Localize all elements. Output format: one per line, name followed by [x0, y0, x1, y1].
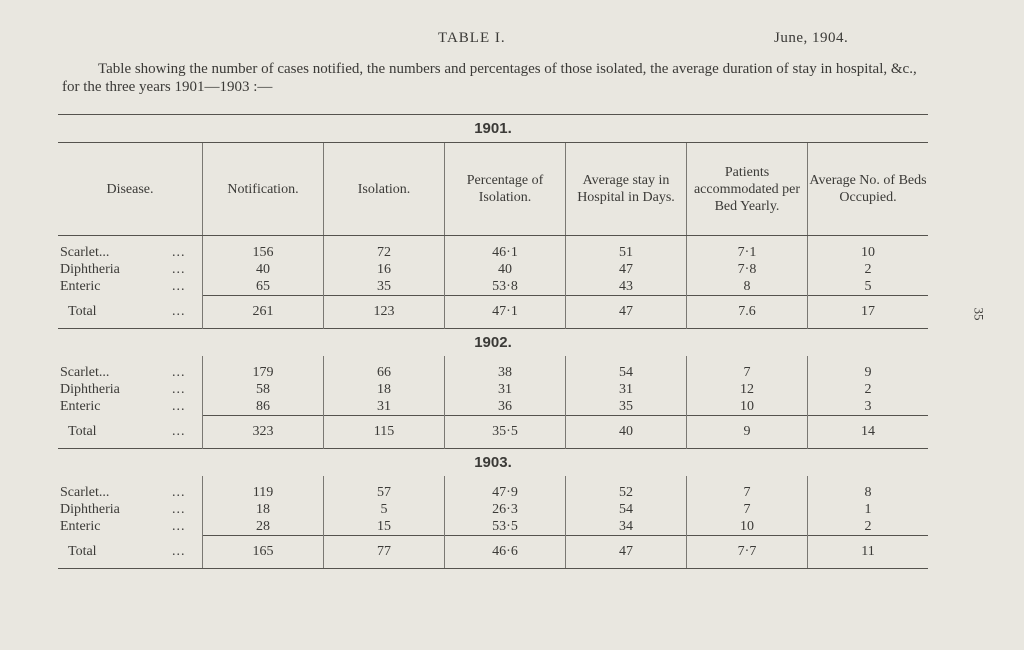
column-header-average-beds: Average No. of Beds Occupied. — [808, 143, 929, 236]
cell-notification: 58 — [203, 381, 324, 398]
cell-average-beds: 10 — [808, 236, 929, 262]
leader-dots: ... — [172, 303, 186, 319]
year-row — [58, 115, 928, 143]
cell-average-beds: 3 — [808, 398, 929, 416]
total-percentage-isolation: 47·1 — [445, 296, 566, 329]
cell-notification: 65 — [203, 278, 324, 296]
total-patients-per-bed: 9 — [687, 416, 808, 449]
cell-percentage-isolation: 53·5 — [445, 518, 566, 536]
total-isolation: 115 — [324, 416, 445, 449]
cell-percentage-isolation: 40 — [445, 261, 566, 278]
cell-average-beds: 2 — [808, 518, 929, 536]
cell-percentage-isolation: 31 — [445, 381, 566, 398]
total-patients-per-bed: 7·7 — [687, 536, 808, 569]
page-number: 35 — [971, 307, 987, 321]
cell-average-stay: 34 — [566, 518, 687, 536]
total-row — [58, 296, 928, 329]
leader-dots: ... — [172, 364, 186, 380]
cell-patients-per-bed: 7 — [687, 501, 808, 518]
year-label: 1902. — [58, 329, 928, 357]
total-average-beds: 14 — [808, 416, 929, 449]
leader-dots: ... — [172, 536, 203, 569]
total-notification: 323 — [203, 416, 324, 449]
date: June, 1904. — [774, 30, 849, 46]
cell-average-beds: 2 — [808, 381, 929, 398]
total-disease: Total — [58, 536, 172, 569]
cell-patients-per-bed: 10 — [687, 398, 808, 416]
year-row — [58, 329, 928, 357]
cell-average-beds: 1 — [808, 501, 929, 518]
column-header-percentage-isolation: Percentage of Isolation. — [445, 143, 566, 236]
cell-notification: 18 — [203, 501, 324, 518]
leader-dots: ... — [172, 381, 186, 397]
cell-disease: Enteric — [60, 518, 101, 534]
cell-isolation: 66 — [324, 356, 445, 381]
leader-dots: ... — [172, 423, 186, 439]
total-average-stay: 40 — [566, 416, 687, 449]
table-row — [58, 518, 928, 536]
total-average-stay: 47 — [566, 536, 687, 569]
table-row — [58, 501, 928, 518]
table-title: TABLE I. — [438, 30, 506, 46]
cell-average-stay: 31 — [566, 381, 687, 398]
leader-dots: ... — [172, 484, 186, 500]
cell-percentage-isolation: 26·3 — [445, 501, 566, 518]
table-row — [58, 278, 928, 296]
total-isolation: 123 — [324, 296, 445, 329]
total-disease: Total — [68, 303, 97, 319]
cell-patients-per-bed: 10 — [687, 518, 808, 536]
cell-disease: Diphtheria — [60, 381, 120, 397]
cell-isolation: 5 — [324, 501, 445, 518]
cell-patients-per-bed: 7 — [687, 356, 808, 381]
cell-average-stay: 54 — [566, 356, 687, 381]
year-row — [58, 449, 928, 477]
cell-disease: Scarlet... — [60, 484, 110, 500]
cell-average-stay: 54 — [566, 501, 687, 518]
cell-disease: Diphtheria — [60, 261, 120, 277]
cell-average-stay: 51 — [566, 236, 687, 262]
table-row — [58, 476, 928, 501]
total-row — [58, 536, 928, 569]
total-row — [58, 416, 928, 449]
statistics-table — [58, 114, 928, 569]
cell-notification: 28 — [203, 518, 324, 536]
cell-patients-per-bed: 7·8 — [687, 261, 808, 278]
cell-patients-per-bed: 7·1 — [687, 236, 808, 262]
cell-isolation: 35 — [324, 278, 445, 296]
cell-isolation: 72 — [324, 236, 445, 262]
leader-dots: ... — [172, 501, 186, 517]
cell-disease: Scarlet... — [60, 244, 110, 260]
table-row — [58, 261, 928, 278]
leader-dots: ... — [172, 518, 186, 534]
cell-isolation: 16 — [324, 261, 445, 278]
cell-disease: Enteric — [60, 398, 101, 414]
cell-isolation: 31 — [324, 398, 445, 416]
caption: Table showing the number of cases notified, the numbers and percentages of those isolated, the average duration of stay in hospital, &c., for the three years 1901—1903 :— — [62, 61, 917, 95]
year-label: 1903. — [58, 449, 928, 477]
total-disease: Total — [68, 423, 97, 439]
cell-disease: Scarlet... — [60, 364, 110, 380]
column-header-isolation: Isolation. — [324, 143, 445, 236]
cell-percentage-isolation: 46·1 — [445, 236, 566, 262]
total-average-beds: 11 — [808, 536, 929, 569]
cell-patients-per-bed: 8 — [687, 278, 808, 296]
cell-average-stay: 43 — [566, 278, 687, 296]
cell-isolation: 15 — [324, 518, 445, 536]
cell-percentage-isolation: 53·8 — [445, 278, 566, 296]
leader-dots: ... — [172, 398, 186, 414]
cell-percentage-isolation: 36 — [445, 398, 566, 416]
cell-disease: Enteric — [60, 278, 101, 294]
total-notification: 165 — [203, 536, 324, 569]
cell-notification: 86 — [203, 398, 324, 416]
cell-average-beds: 2 — [808, 261, 929, 278]
cell-notification: 179 — [203, 356, 324, 381]
cell-isolation: 57 — [324, 476, 445, 501]
year-label: 1901. — [58, 115, 928, 143]
column-header-row — [58, 143, 928, 236]
cell-average-stay: 35 — [566, 398, 687, 416]
cell-average-beds: 8 — [808, 476, 929, 501]
cell-average-stay: 52 — [566, 476, 687, 501]
cell-patients-per-bed: 7 — [687, 476, 808, 501]
column-header-patients-per-bed: Patients accommodated per Bed Yearly. — [687, 143, 808, 236]
total-notification: 261 — [203, 296, 324, 329]
cell-disease: Diphtheria — [60, 501, 120, 517]
cell-notification: 119 — [203, 476, 324, 501]
leader-dots: ... — [172, 261, 186, 277]
table-row — [58, 236, 928, 262]
table-row — [58, 356, 928, 381]
total-percentage-isolation: 35·5 — [445, 416, 566, 449]
cell-percentage-isolation: 38 — [445, 356, 566, 381]
cell-patients-per-bed: 12 — [687, 381, 808, 398]
total-average-stay: 47 — [566, 296, 687, 329]
cell-isolation: 18 — [324, 381, 445, 398]
cell-notification: 40 — [203, 261, 324, 278]
cell-notification: 156 — [203, 236, 324, 262]
total-patients-per-bed: 7.6 — [687, 296, 808, 329]
cell-average-beds: 5 — [808, 278, 929, 296]
table-row — [58, 381, 928, 398]
column-header-average-stay: Average stay in Hospital in Days. — [566, 143, 687, 236]
cell-percentage-isolation: 47·9 — [445, 476, 566, 501]
column-header-notification: Notification. — [203, 143, 324, 236]
total-isolation: 77 — [324, 536, 445, 569]
leader-dots: ... — [172, 244, 186, 260]
table-row — [58, 398, 928, 416]
column-header-disease: Disease. — [58, 143, 203, 236]
total-percentage-isolation: 46·6 — [445, 536, 566, 569]
total-average-beds: 17 — [808, 296, 929, 329]
leader-dots: ... — [172, 278, 186, 294]
cell-average-stay: 47 — [566, 261, 687, 278]
cell-average-beds: 9 — [808, 356, 929, 381]
